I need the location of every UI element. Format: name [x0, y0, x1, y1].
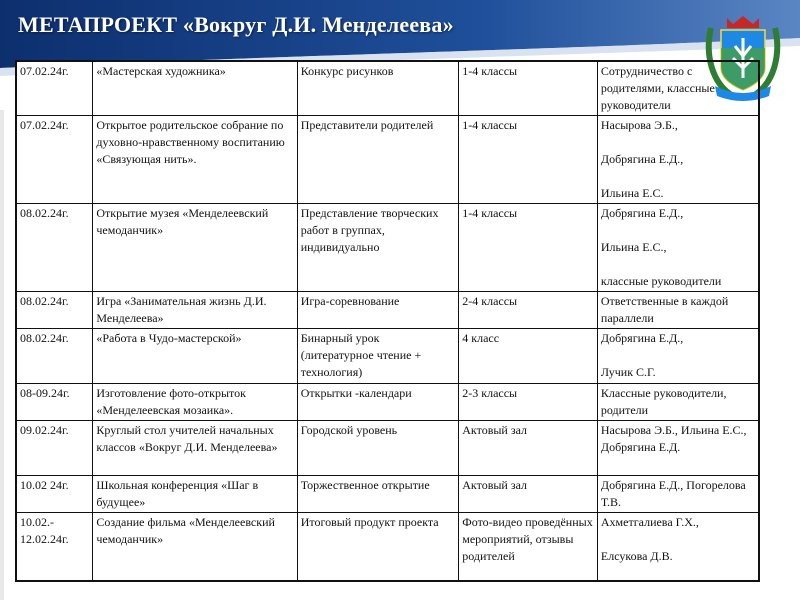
cell-responsible: Сотрудничество с родителями, классные руководители	[597, 61, 759, 116]
cell-form: Представление творческих работ в группах, индивидуально	[297, 204, 459, 292]
cell-responsible: Добрягина Е.Д., Погорелова Т.В.	[597, 476, 759, 513]
cell-form: Городской уровень	[297, 421, 459, 476]
cell-date: 09.02.24г.	[16, 421, 93, 476]
cell-responsible: Насырова Э.Б., Добрягина Е.Д., Ильина Е.С.	[597, 116, 759, 204]
cell-participants: Актовый зал	[459, 421, 598, 476]
cell-date: 07.02.24г.	[16, 61, 93, 116]
cell-event: «Работа в Чудо-мастерской»	[93, 329, 297, 384]
table-row	[16, 384, 759, 421]
table-row	[16, 421, 759, 476]
cell-responsible: Ответственные в каждой параллели	[597, 292, 759, 329]
table-row	[16, 329, 759, 384]
cell-event: Игра «Занимательная жизнь Д.И. Менделеева»	[93, 292, 297, 329]
cell-participants: 1-4 классы	[459, 204, 598, 292]
table-row	[16, 292, 759, 329]
cell-responsible: Насырова Э.Б., Ильина Е.С., Добрягина Е.Д.	[597, 421, 759, 476]
schedule-table	[15, 60, 760, 582]
cell-form: Представители родителей	[297, 116, 459, 204]
cell-responsible: Классные руководители, родители	[597, 384, 759, 421]
table-row	[16, 513, 759, 581]
cell-form: Бинарный урок (литературное чтение + технология)	[297, 329, 459, 384]
cell-form: Открытки -календари	[297, 384, 459, 421]
cell-participants: 4 класс	[459, 329, 598, 384]
cell-participants: 1-4 классы	[459, 61, 598, 116]
cell-form: Игра-соревнование	[297, 292, 459, 329]
cell-responsible: Добрягина Е.Д., Лучик С.Г.	[597, 329, 759, 384]
cell-event: Создание фильма «Менделеевский чемоданчик»	[93, 513, 297, 581]
cell-date: 08.02.24г.	[16, 292, 93, 329]
left-edge	[0, 110, 4, 600]
table-row	[16, 116, 759, 204]
cell-form: Итоговый продукт проекта	[297, 513, 459, 581]
cell-participants: 2-3 классы	[459, 384, 598, 421]
cell-form: Конкурс рисунков	[297, 61, 459, 116]
cell-participants: Актовый зал	[459, 476, 598, 513]
cell-event: Школьная конференция «Шаг в будущее»	[93, 476, 297, 513]
cell-responsible: Добрягина Е.Д., Ильина Е.С., классные руководители	[597, 204, 759, 292]
cell-participants: 1-4 классы	[459, 116, 598, 204]
cell-date: 08.02.24г.	[16, 204, 93, 292]
cell-date: 10.02 24г.	[16, 476, 93, 513]
table-row	[16, 61, 759, 116]
cell-date: 10.02.- 12.02.24г.	[16, 513, 93, 581]
cell-participants: Фото-видео проведённых мероприятий, отзывы родителей	[459, 513, 598, 581]
cell-event: Открытое родительское собрание по духовно-нравственному воспитанию «Связующая нить».	[93, 116, 297, 204]
table-row	[16, 476, 759, 513]
table-row	[16, 204, 759, 292]
cell-date: 08.02.24г.	[16, 329, 93, 384]
cell-date: 08-09.24г.	[16, 384, 93, 421]
cell-event: Открытие музея «Менделеевский чемоданчик»	[93, 204, 297, 292]
cell-event: Изготовление фото-открыток «Менделеевская мозаика».	[93, 384, 297, 421]
page-title: МЕТАПРОЕКТ «Вокруг Д.И. Менделеева»	[18, 12, 454, 37]
cell-event: «Мастерская художника»	[93, 61, 297, 116]
cell-participants: 2-4 классы	[459, 292, 598, 329]
cell-event: Круглый стол учителей начальных классов «Вокруг Д.И. Менделеева»	[93, 421, 297, 476]
cell-responsible: Ахметгалиева Г.Х., Елсукова Д.В.	[597, 513, 759, 581]
cell-form: Торжественное открытие	[297, 476, 459, 513]
cell-date: 07.02.24г.	[16, 116, 93, 204]
